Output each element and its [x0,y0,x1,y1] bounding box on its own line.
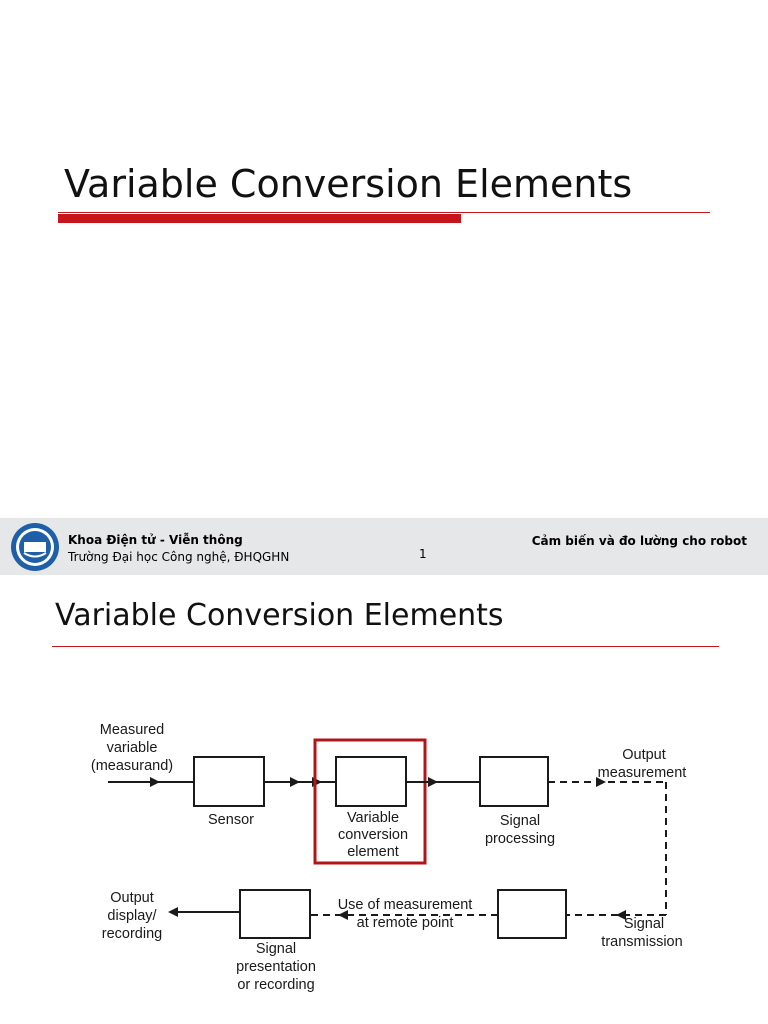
output-measurement-label-line-2: measurement [597,765,687,781]
presentation-label-line-1: Signal [255,941,297,957]
signal-transmission-label-line-2: transmission [601,934,683,950]
input-label-line-1: Measured [99,722,165,738]
remote-use-label-line-1: Use of measurement [337,897,473,913]
title-underline-thin [58,212,710,213]
university-name: Trường Đại học Công nghệ, ĐHQGHN [68,550,290,564]
vce-label-line-1: Variable [346,810,400,826]
title-underline-thick [58,214,461,223]
remote-use-label-line-2: at remote point [356,915,454,931]
output-measurement-label-line-1: Output [622,747,666,763]
page-number: 1 [419,547,427,561]
sensor-label: Sensor [208,812,254,828]
signal-processing-label-line-2: processing [484,831,556,847]
presentation-label-line-3: or recording [237,977,315,993]
presentation-block [240,890,310,938]
slide-2-title: Variable Conversion Elements [55,598,504,633]
remote-block [498,890,566,938]
input-label-line-2: variable [106,740,158,756]
display-arrow-head [168,907,178,917]
input-arrow-head [150,777,160,787]
vce-arrow-head [428,777,438,787]
measurement-system-diagram [80,712,720,1002]
sensor-arrow-head-1 [290,777,300,787]
vce-label-line-3: element [347,844,399,860]
vce-label-line-2: conversion [337,827,409,843]
signal-transmission-label-line-1: Signal [623,916,665,932]
course-name: Cảm biến và đo lường cho robot [531,534,747,548]
slide-1-title: Variable Conversion Elements [64,162,633,206]
sensor-block [194,757,264,806]
presentation-label-line-2: presentation [236,959,316,975]
slide-2-title-underline [52,646,719,647]
output-display-label-line-3: recording [101,926,163,942]
university-logo-icon [10,522,60,572]
signal-processing-label-line-1: Signal [499,813,541,829]
output-display-label-line-1: Output [110,890,154,906]
department-name: Khoa Điện tử - Viễn thông [68,533,243,547]
input-label-line-3: (measurand) [90,758,174,774]
signal-processing-block [480,757,548,806]
variable-conversion-block [336,757,406,806]
output-display-label-line-2: display/ [107,908,157,924]
